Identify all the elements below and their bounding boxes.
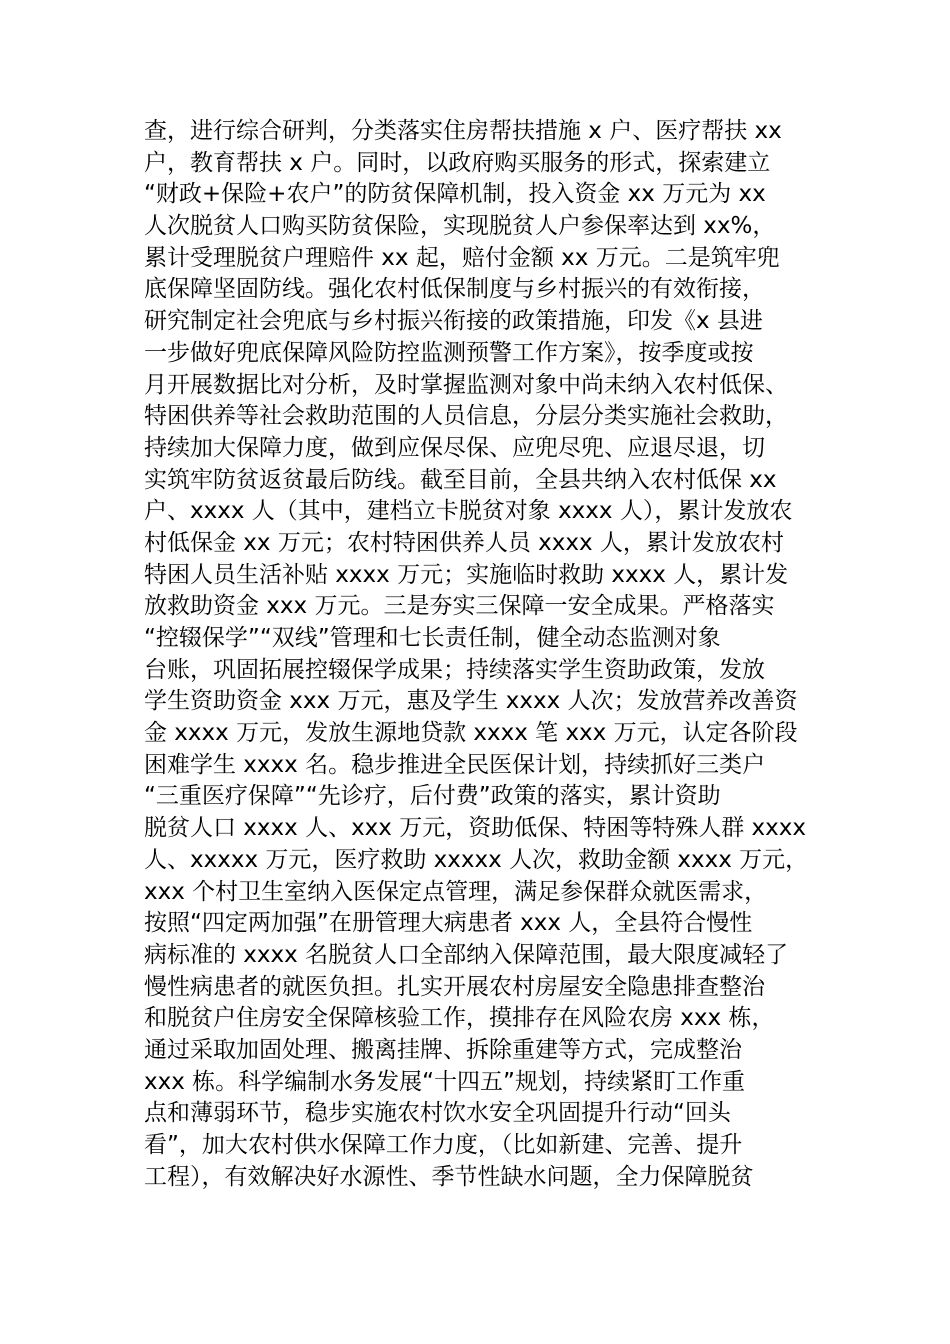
text-line: 台账，巩固拓展控辍保学成果；持续落实学生资助政策，发放 xyxy=(144,656,765,683)
text-line: 月开展数据比对分析，及时掌握监测对象中尚未纳入农村低保、 xyxy=(144,371,788,398)
text-line: 特困供养等社会救助范围的人员信息，分层分类实施社会救助， xyxy=(144,403,788,430)
text-line: xxx 栋。科学编制水务发展“十四五”规划，持续紧盯工作重 xyxy=(144,1068,745,1095)
body-paragraph xyxy=(144,116,824,1193)
text-line: 持续加大保障力度，做到应保尽保、应兜尽兜、应退尽退，切 xyxy=(144,434,765,461)
text-line: 特困人员生活补贴 xxxx 万元；实施临时救助 xxxx 人，累计发 xyxy=(144,561,789,588)
text-line: 村低保金 xx 万元；农村特困供养人员 xxxx 人，累计发放农村 xyxy=(144,529,784,556)
text-line: 放救助资金 xxx 万元。三是夯实三保障一安全成果。严格落实 xyxy=(144,593,775,620)
text-line: “财政+保险+农户”的防贫保障机制，投入资金 xx 万元为 xx xyxy=(144,181,766,208)
text-line: 通过采取加固处理、搬离挂牌、拆除重建等方式，完成整治 xyxy=(144,1036,742,1063)
text-line: 实筑牢防贫返贫最后防线。截至目前，全县共纳入农村低保 xx xyxy=(144,466,777,493)
text-line: “控辍保学”“双线”管理和七长责任制，健全动态监测对象 xyxy=(144,625,721,651)
text-line: 一步做好兜底保障风险防控监测预警工作方案》，按季度或按 xyxy=(144,339,754,366)
text-line: 看”，加大农村供水保障工作力度，（比如新建、完善、提升 xyxy=(144,1132,743,1158)
text-line: 病标准的 xxxx 名脱贫人口全部纳入保障范围，最大限度减轻了 xyxy=(144,941,789,968)
text-line: 底保障坚固防线。强化农村低保制度与乡村振兴的有效衔接， xyxy=(144,276,765,303)
text-line: 累计受理脱贫户理赔件 xx 起，赔付金额 xx 万元。二是筑牢兜 xyxy=(144,244,780,271)
text-line: 工程），有效解决好水源性、季节性缺水问题，全力保障脱贫 xyxy=(144,1163,754,1190)
text-line: “三重医疗保障”“先诊疗，后付费”政策的落实，累计资助 xyxy=(144,783,721,810)
text-line: 金 xxxx 万元，发放生源地贷款 xxxx 笔 xxx 万元，认定各阶段 xyxy=(144,720,798,747)
text-line: 点和薄弱环节，稳步实施农村饮水安全巩固提升行动“回头 xyxy=(144,1100,731,1127)
text-line: 慢性病患者的就医负担。扎实开展农村房屋安全隐患排查整治 xyxy=(144,973,765,1000)
text-line: 研究制定社会兜底与乡村振兴衔接的政策措施，印发《x 县进 xyxy=(144,308,763,335)
text-line: 人、xxxxx 万元，医疗救助 xxxxx 人次，救助金额 xxxx 万元， xyxy=(144,846,809,873)
text-line: 查，进行综合研判，分类落实住房帮扶措施 x 户、医疗帮扶 xx xyxy=(144,118,782,144)
text-line: 按照“四定两加强”在册管理大病患者 xxx 人，全县符合慢性 xyxy=(144,910,753,937)
text-line: 人次脱贫人口购买防贫保险，实现脱贫人户参保率达到 xx%， xyxy=(144,213,776,240)
text-line: xxx 个村卫生室纳入医保定点管理，满足参保群众就医需求， xyxy=(144,878,768,905)
text-line: 户，教育帮扶 x 户。同时，以政府购买服务的形式，探索建立 xyxy=(144,149,771,176)
text-line: 困难学生 xxxx 名。稳步推进全民医保计划，持续抓好三类户 xyxy=(144,751,766,778)
text-line: 户、xxxx 人（其中，建档立卡脱贫对象 xxxx 人），累计发放农 xyxy=(144,498,793,525)
text-line: 学生资助资金 xxx 万元，惠及学生 xxxx 人次；发放营养改善资 xyxy=(144,688,798,715)
text-line: 脱贫人口 xxxx 人、xxx 万元，资助低保、特困等特殊人群 xxxx xyxy=(144,815,806,842)
text-line: 和脱贫户住房安全保障核验工作，摸排存在风险农房 xxx 栋， xyxy=(144,1005,775,1032)
